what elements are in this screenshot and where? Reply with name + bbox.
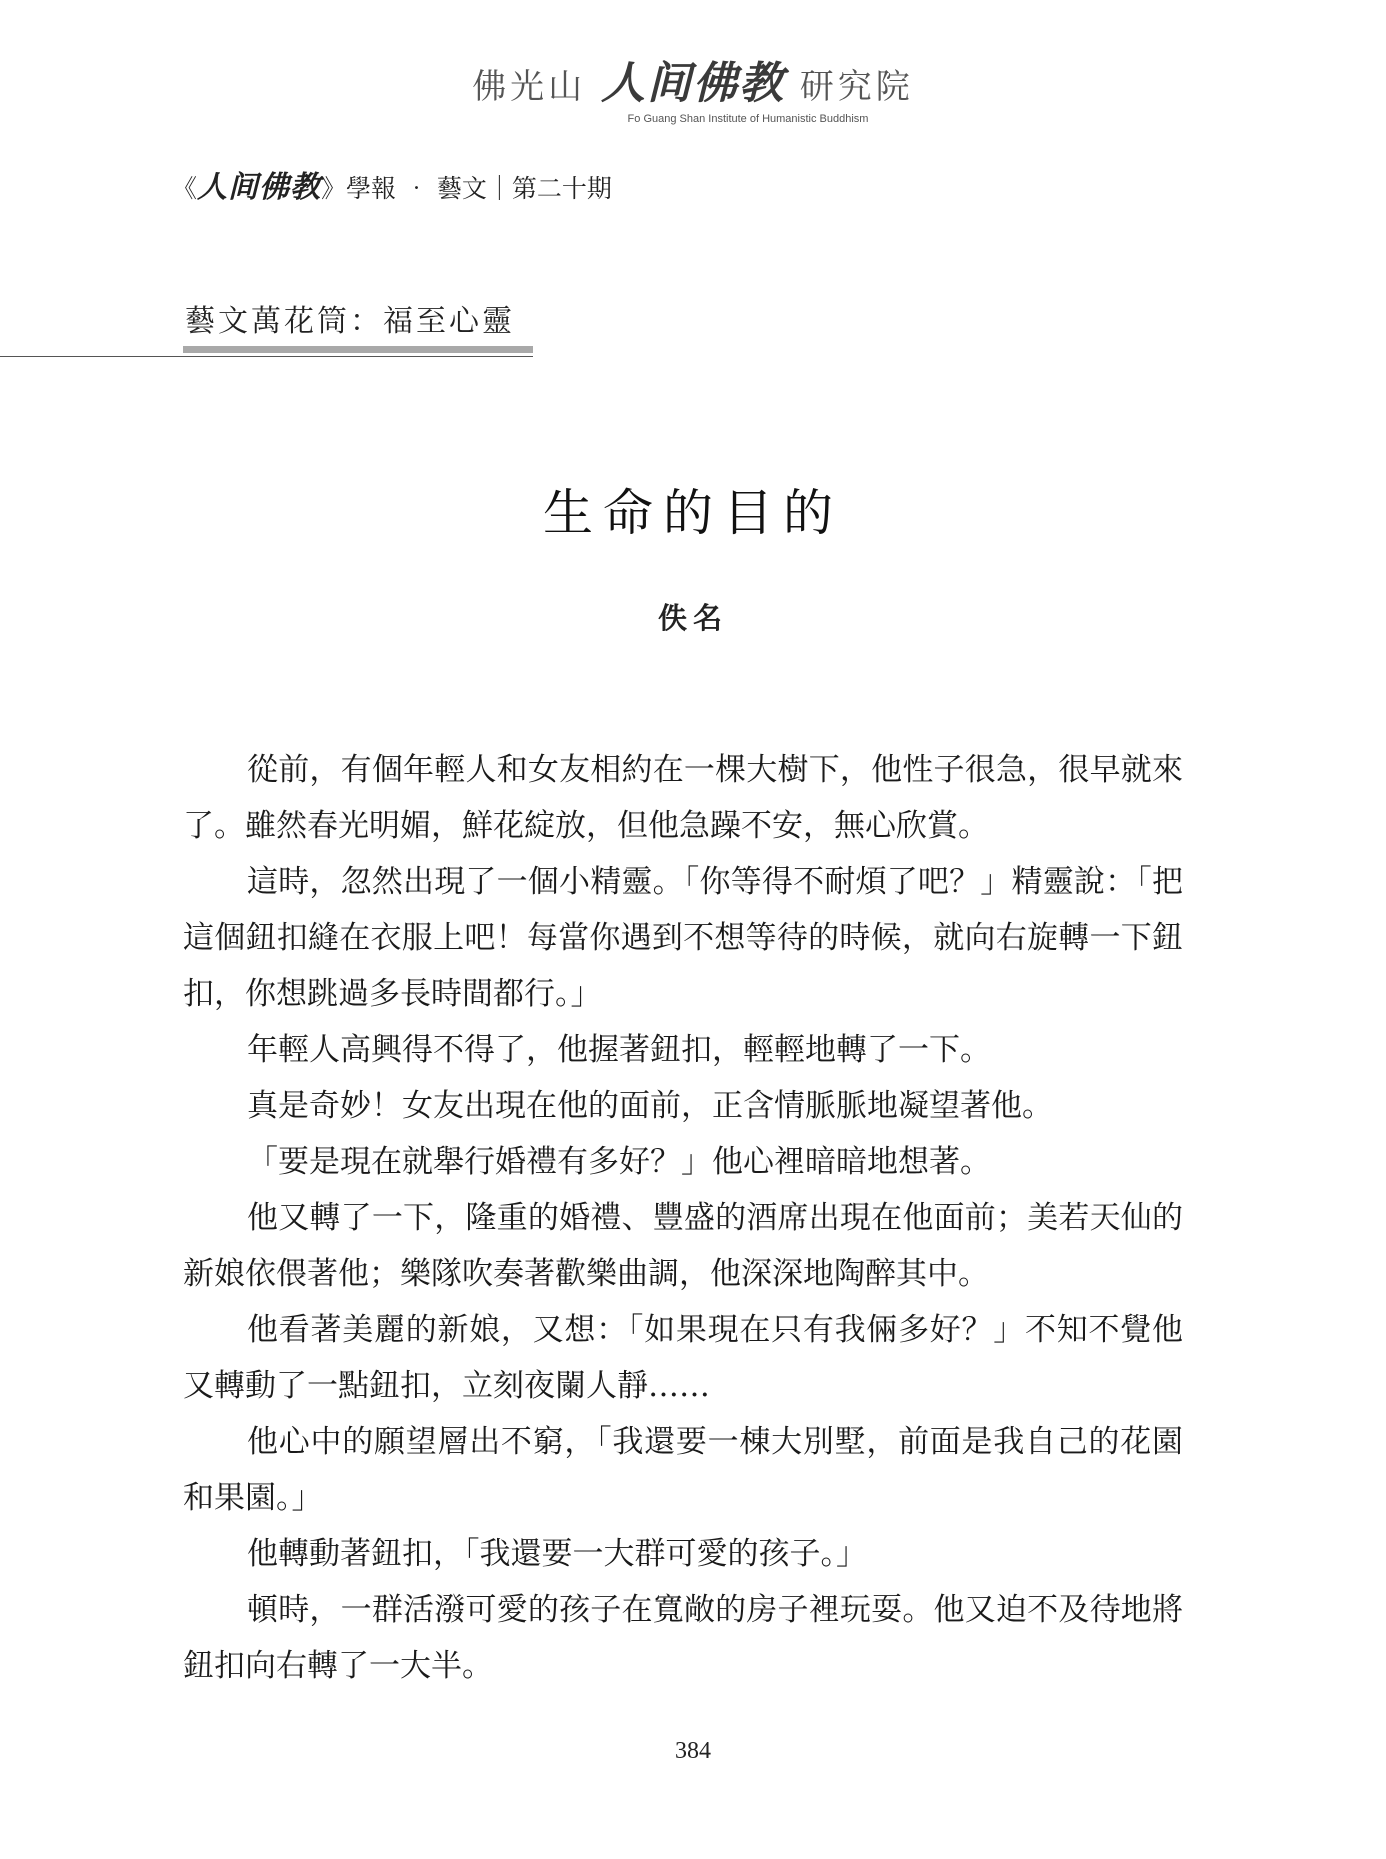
- page-number: 384: [675, 1738, 711, 1764]
- article-title: 生命的目的: [543, 484, 843, 542]
- paragraph: 從前，有個年輕人和女友相約在一棵大樹下，他性子很急，很早就來了。雖然春光明媚，鮮花綻放，但他急躁不安，無心欣賞。: [183, 752, 1183, 844]
- paragraph: 年輕人高興得不得了，他握著鈕扣，輕輕地轉了一下。: [247, 1032, 991, 1068]
- section-rule: [0, 356, 533, 357]
- paragraph: 真是奇妙！女友出現在他的面前，正含情脈脈地凝望著他。: [247, 1088, 1053, 1124]
- paragraph: 這時，忽然出現了一個小精靈。「你等得不耐煩了吧？」精靈說：「把這個鈕扣縫在衣服上吧！每當你遇到不想等待的時候，就向右旋轉一下鈕扣，你想跳過多長時間都行。」: [183, 864, 1183, 1012]
- journal-running-header: [172, 162, 612, 206]
- institute-header: [0, 60, 1386, 125]
- journal-brand-logo: 人间佛教: [197, 170, 322, 205]
- institute-suffix: 研究院: [799, 67, 914, 107]
- article-author: 佚名: [657, 601, 728, 635]
- paragraph: 他心中的願望層出不窮，「我還要一棟大別墅，前面是我自己的花園和果園。」: [183, 1424, 1183, 1516]
- institute-english-name: Fo Guang Shan Institute of Humanistic Buddhism: [627, 113, 869, 125]
- paragraph: 「要是現在就舉行婚禮有多好？」他心裡暗暗地想著。: [247, 1144, 991, 1180]
- paragraph: 他又轉了一下，隆重的婚禮、豐盛的酒席出現在他面前；美若天仙的新娘依偎著他；樂隊吹奏著歡樂曲調，他深深地陶醉其中。: [183, 1200, 1183, 1292]
- paragraph: 他轉動著鈕扣，「我還要一大群可愛的孩子。」: [247, 1536, 867, 1572]
- paragraph: 他看著美麗的新娘，又想：「如果現在只有我倆多好？」不知不覺他又轉動了一點鈕扣，立刻夜闌人靜……: [183, 1312, 1183, 1404]
- institute-prefix: 佛光山: [472, 67, 587, 107]
- section-heading: 藝文萬花筒：福至心靈: [185, 304, 515, 339]
- institute-name: [0, 60, 1386, 111]
- paragraph: 頓時，一群活潑可愛的孩子在寬敞的房子裡玩耍。他又迫不及待地將鈕扣向右轉了一大半。: [183, 1592, 1183, 1684]
- article-body: [183, 742, 1183, 1694]
- journal-issue: 》學報 ‧ 藝文｜第二十期: [321, 174, 612, 203]
- section-underline-bar: [183, 346, 533, 353]
- journal-open-bracket: 《: [172, 174, 198, 203]
- institute-brand-logo: 人间佛教: [601, 58, 785, 109]
